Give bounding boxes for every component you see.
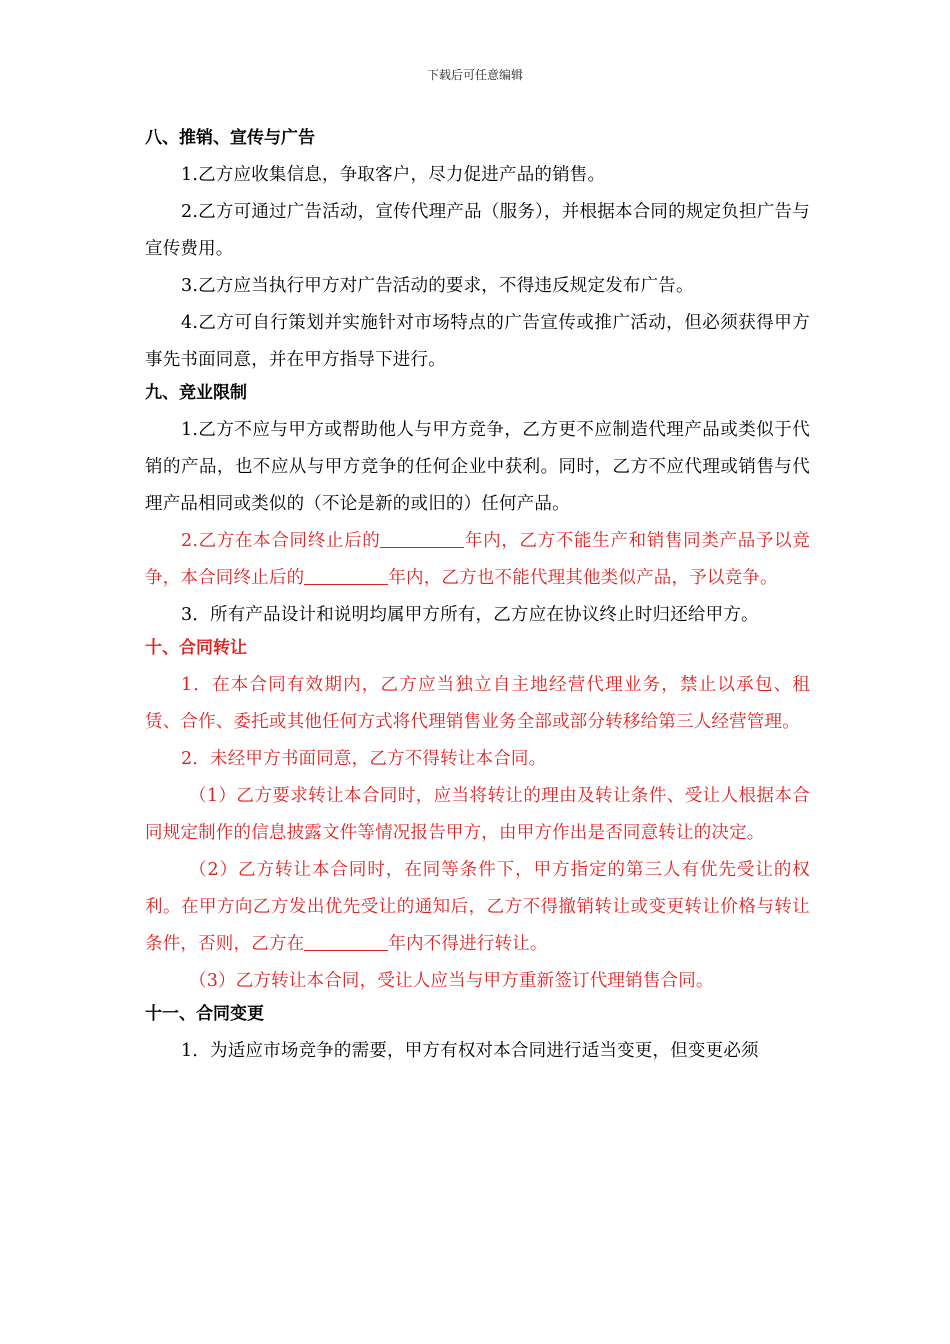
fill-in-blank — [304, 567, 388, 586]
section-title-8: 八、推销、宣传与广告 — [145, 128, 315, 148]
clause-8-3: 3.乙方应当执行甲方对广告活动的要求，不得违反规定发布广告。 — [181, 276, 694, 296]
section-title-9: 九、竞业限制 — [145, 383, 247, 403]
fill-in-blank — [380, 530, 464, 549]
document-body — [145, 124, 810, 1070]
clause-11-1: 1．为适应市场竞争的需要，甲方有权对本合同进行适当变更，但变更必须 — [181, 1041, 759, 1061]
clause-9-2-part-b: 年内，乙方不能生产和销售同类产品予以竞争，本合同终止后的 — [145, 531, 810, 588]
clause-10-2-sub-2-part-a: （2）乙方转让本合同时，在同等条件下，甲方指定的第三人有优先受让的权利。在甲方向乙方发出优先受让的通知后，乙方不得撤销转让或变更转让价格与转让条件，否则，乙方在 — [145, 860, 810, 954]
clause-9-1: 1.乙方不应与甲方或帮助他人与甲方竞争，乙方更不应制造代理产品或类似于代销的产品，也不应从与甲方竞争的任何企业中获利。同时，乙方不应代理或销售与代理产品相同或类似的（不论是新的或旧的）任何产品。 — [145, 420, 810, 514]
clause-10-1: 1．在本合同有效期内，乙方应当独立自主地经营代理业务，禁止以承包、租赁、合作、委托或其他任何方式将代理销售业务全部或部分转移给第三人经营管理。 — [145, 675, 810, 732]
clause-9-3: 3．所有产品设计和说明均属甲方所有，乙方应在协议终止时归还给甲方。 — [181, 605, 759, 625]
section-title-10: 十、合同转让 — [145, 638, 247, 658]
clause-10-2-sub-3: （3）乙方转让本合同，受让人应当与甲方重新签订代理销售合同。 — [189, 971, 714, 991]
clause-9-2 — [145, 523, 810, 597]
clause-9-2-part-a: 2.乙方在本合同终止后的 — [181, 531, 381, 551]
page-header: 下载后可任意编辑 — [426, 68, 523, 82]
fill-in-blank — [304, 933, 388, 952]
clause-9-2-part-c: 年内，乙方也不能代理其他类似产品，予以竞争。 — [388, 568, 778, 588]
clause-10-2-sub-2 — [145, 852, 810, 963]
clause-8-2: 2.乙方可通过广告活动，宣传代理产品（服务），并根据本合同的规定负担广告与宣传费用。 — [145, 202, 810, 259]
clause-8-1: 1.乙方应收集信息，争取客户，尽力促进产品的销售。 — [181, 165, 606, 185]
clause-8-4: 4.乙方可自行策划并实施针对市场特点的广告宣传或推广活动，但必须获得甲方事先书面同意，并在甲方指导下进行。 — [145, 313, 810, 370]
section-title-11: 十一、合同变更 — [145, 1004, 264, 1024]
clause-10-2-sub-1: （1）乙方要求转让本合同时，应当将转让的理由及转让条件、受让人根据本合同规定制作的信息披露文件等情况报告甲方，由甲方作出是否同意转让的决定。 — [145, 786, 810, 843]
clause-10-2: 2．未经甲方书面同意，乙方不得转让本合同。 — [181, 749, 547, 769]
clause-10-2-sub-2-part-b: 年内不得进行转让。 — [388, 934, 548, 954]
